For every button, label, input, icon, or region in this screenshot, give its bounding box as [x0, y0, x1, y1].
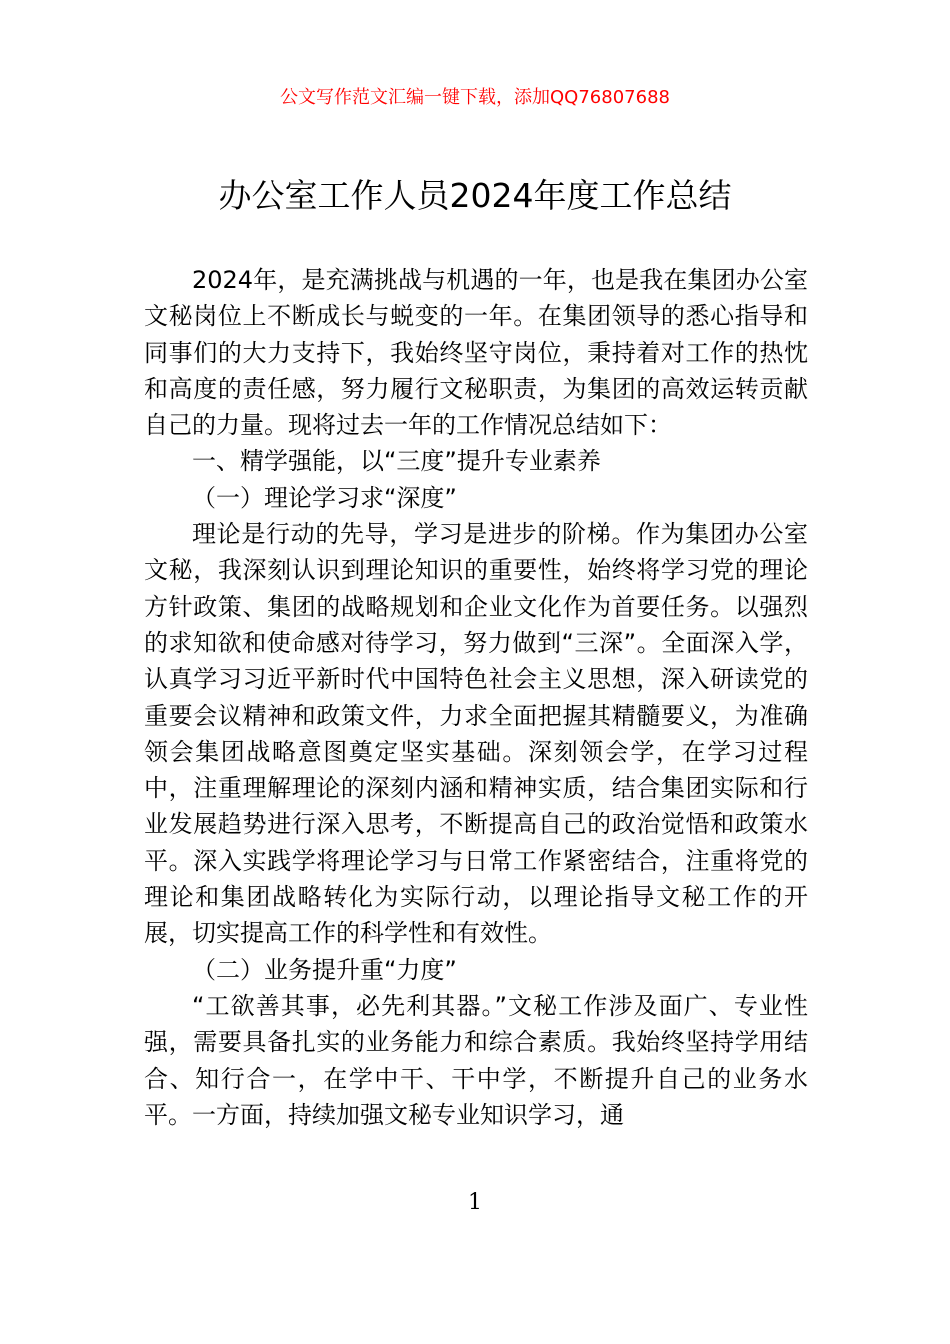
section-heading-1: 一、精学强能，以“三度”提升专业素养: [192, 447, 601, 476]
document-body: [144, 262, 808, 1133]
document-title: 办公室工作人员2024年度工作总结: [218, 176, 732, 215]
subsection-heading-1: （一）理论学习求“深度”: [192, 483, 457, 512]
intro-paragraph: 2024年，是充满挑战与机遇的一年，也是我在集团办公室文秘岗位上不断成长与蜕变的一年。在集团领导的悉心指导和同事们的大力支持下，我始终坚守岗位，秉持着对工作的热忱和高度的责任感，努力履行文秘职责，为集团的高效运转贡献自己的力量。现将过去一年的工作情况总结如下：: [144, 266, 808, 440]
subsection-heading-2: （二）业务提升重“力度”: [192, 955, 457, 984]
body-paragraph: 理论是行动的先导，学习是进步的阶梯。作为集团办公室文秘，我深刻认识到理论知识的重要性，始终将学习党的理论方针政策、集团的战略规划和企业文化作为首要任务。以强烈的求知欲和使命感对待学习，努力做到“三深”。全面深入学，认真学习习近平新时代中国特色社会主义思想，深入研读党的重要会议精神和政策文件，力求全面把握其精髓要义，为准确领会集团战略意图奠定坚实基础。深刻领会学，在学习过程中，注重理解理论的深刻内涵和精神实质，结合集团实际和行业发展趋势进行深入思考，不断提高自己的政治觉悟和政策水平。深入实践学将理论学习与日常工作紧密结合，注重将党的理论和集团战略转化为实际行动，以理论指导文秘工作的开展，切实提高工作的科学性和有效性。: [144, 520, 808, 948]
page-number: 1: [468, 1190, 482, 1215]
download-link[interactable]: 公文写作范文汇编一键下载，添加QQ76807688: [280, 87, 670, 108]
body-paragraph: “工欲善其事，必先利其器。”文秘工作涉及面广、专业性强，需要具备扎实的业务能力和综合素质。我始终坚持学用结合、知行合一，在学中干、干中学，不断提升自己的业务水平。一方面，持续加强文秘专业知识学习，通: [144, 991, 808, 1129]
